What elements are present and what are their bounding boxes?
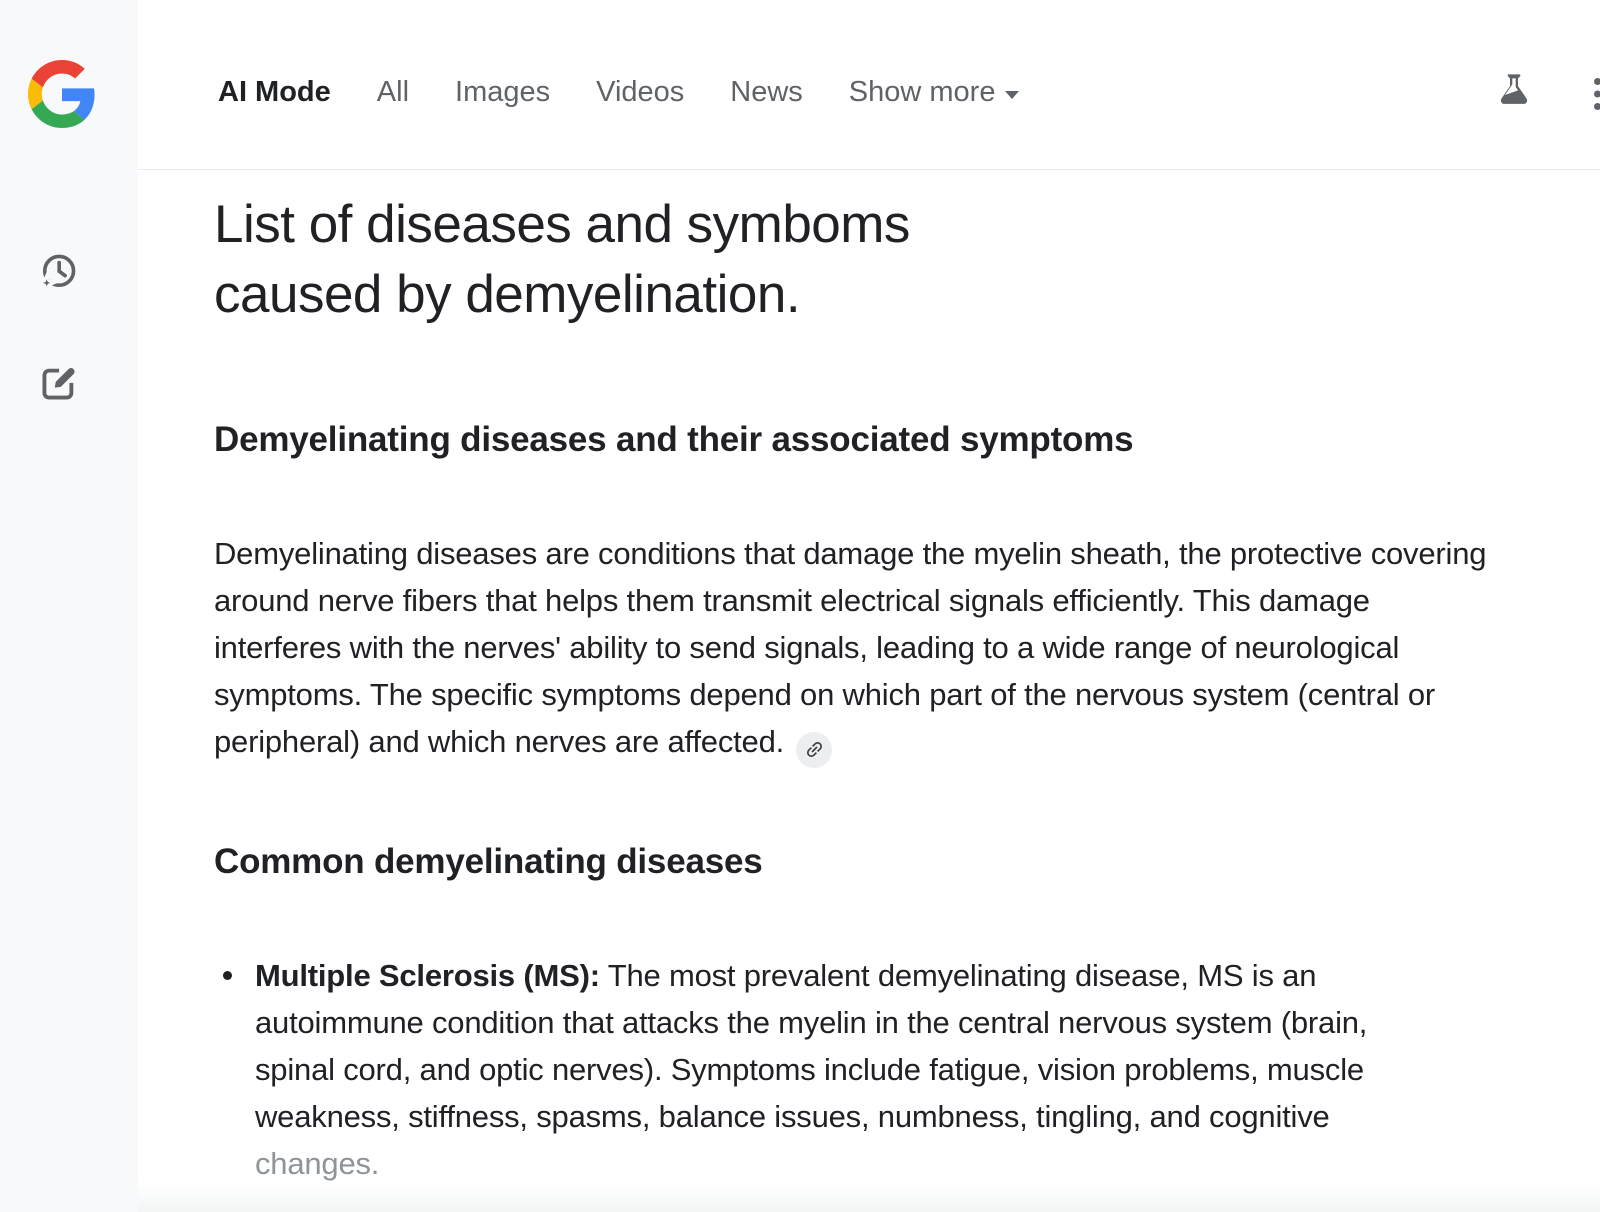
source-link-chip[interactable]: [796, 732, 832, 768]
list-item-multiple-sclerosis: [214, 952, 1424, 1187]
apps-grid-icon: [1590, 101, 1600, 118]
section-heading-2: Common demyelinating diseases: [214, 841, 763, 881]
chevron-down-icon: [1005, 91, 1019, 99]
link-icon: [804, 726, 825, 773]
history-button[interactable]: [34, 248, 82, 296]
tab-label: AI Mode: [218, 76, 331, 108]
google-g-icon: [28, 60, 96, 128]
ai-answer-panel: [214, 170, 1514, 1187]
disease-list: [214, 952, 1514, 1187]
tab-label: Show more: [848, 76, 996, 108]
tab-images[interactable]: [455, 76, 550, 109]
disease-term: Multiple Sclerosis (MS):: [255, 957, 600, 993]
query-title: List of diseases and symboms caused by demyelination.: [214, 195, 910, 324]
tab-ai-mode[interactable]: [218, 76, 331, 109]
bottom-fade-overlay: [138, 1182, 1600, 1212]
new-chat-button[interactable]: [34, 360, 82, 408]
search-header: [138, 0, 1600, 170]
streaming-text: changes.: [255, 1145, 380, 1181]
tab-videos[interactable]: [596, 76, 684, 109]
apps-grid-button[interactable]: [1590, 74, 1600, 114]
tab-all[interactable]: [377, 76, 409, 109]
answer-paragraph: [214, 530, 1494, 768]
tab-show-more[interactable]: [849, 76, 1020, 109]
search-tabs: [218, 76, 1019, 109]
labs-flask-icon: [1494, 70, 1534, 115]
tab-label: News: [730, 76, 803, 108]
labs-button[interactable]: [1490, 68, 1538, 116]
section-heading-1: Demyelinating diseases and their associated symptoms: [214, 420, 1134, 459]
tab-label: Images: [455, 76, 551, 108]
paragraph-text: Demyelinating diseases are conditions that damage the myelin sheath, the protective covering around nerve fibers that helps them transmit electrical signals efficiently. This damage interferes with the nerves' ability to send signals, leading to a wide range of neurological symptoms. The specific symptoms depend on which part of the nervous system (central or peripheral) and which nerves are affected.: [214, 536, 1487, 759]
tab-news[interactable]: [730, 76, 803, 109]
left-sidebar: [0, 0, 138, 1212]
google-logo[interactable]: [28, 60, 96, 128]
tab-label: All: [376, 76, 410, 108]
history-sparkle-icon: [35, 249, 81, 295]
tab-label: Videos: [596, 76, 685, 108]
edit-square-icon: [36, 362, 80, 406]
disease-description: The most prevalent demyelinating disease, MS is an autoimmune condition that attacks the myelin in the central nervous system (brain, spinal cord, and optic nerves). Symptoms include fatigue, vision problems, muscle weakness, stiffness, spasms, balance issues, numbness, tingling, and cognitive: [255, 957, 1368, 1134]
